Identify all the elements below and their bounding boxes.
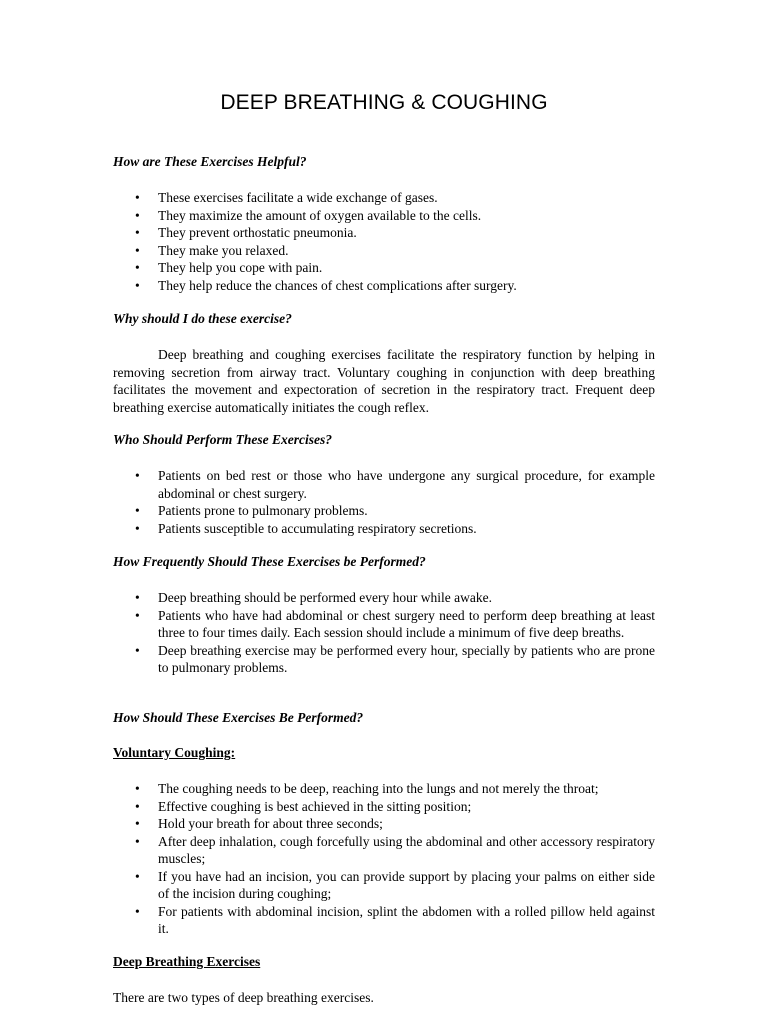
list-item: • They help you cope with pain. (113, 259, 655, 277)
breathing-paragraph: There are two types of deep breathing exercises. (113, 990, 374, 1005)
list-item: • Patients who have had abdominal or chest surgery need to perform deep breathing at least three to four times daily. Each session should include a minimum of five deep breaths. (113, 607, 655, 642)
coughing-list (113, 780, 655, 938)
subsection-heading-breathing: Deep Breathing Exercises (113, 954, 261, 969)
who-list (113, 467, 655, 537)
list-item: • For patients with abdominal incision, splint the abdomen with a rolled pillow held against it. (113, 903, 655, 938)
list-item: • They maximize the amount of oxygen available to the cells. (113, 207, 655, 225)
list-item: • Deep breathing should be performed every hour while awake. (113, 589, 655, 607)
section-heading-helpful: How are These Exercises Helpful? (113, 154, 307, 169)
section-heading-why: Why should I do these exercise? (113, 311, 292, 326)
frequency-list (113, 589, 655, 677)
list-item: • Patients prone to pulmonary problems. (113, 502, 655, 520)
section-heading-how: How Should These Exercises Be Performed? (113, 710, 364, 725)
list-item: • Deep breathing exercise may be performed every hour, specially by patients who are prone to pulmonary problems. (113, 642, 655, 677)
subsection-heading-coughing: Voluntary Coughing: (113, 745, 236, 760)
list-item: • The coughing needs to be deep, reaching into the lungs and not merely the throat; (113, 780, 655, 798)
why-paragraph: Deep breathing and coughing exercises facilitate the respiratory function by helping in removing secretion from airway tract. Voluntary coughing in conjunction with deep breathing facilitates the movement and expectoration of secretion in the respiratory tract. Frequent deep breathing exercise automatically initiates the cough reflex. (113, 347, 655, 415)
section-heading-who: Who Should Perform These Exercises? (113, 432, 333, 447)
list-item: • Patients on bed rest or those who have undergone any surgical procedure, for example abdominal or chest surgery. (113, 467, 655, 502)
helpful-list (113, 189, 655, 294)
list-item: • If you have had an incision, you can provide support by placing your palms on either side of the incision during coughing; (113, 868, 655, 903)
list-item: • Effective coughing is best achieved in the sitting position; (113, 798, 655, 816)
list-item: • They help reduce the chances of chest complications after surgery. (113, 277, 655, 295)
list-item: • They prevent orthostatic pneumonia. (113, 224, 655, 242)
list-item: • Hold your breath for about three seconds; (113, 815, 655, 833)
document-title: DEEP BREATHING & COUGHING (220, 91, 548, 114)
section-heading-frequency: How Frequently Should These Exercises be Performed? (113, 554, 426, 569)
list-item: • After deep inhalation, cough forcefully using the abdominal and other accessory respiratory muscles; (113, 833, 655, 868)
list-item: • These exercises facilitate a wide exchange of gases. (113, 189, 655, 207)
list-item: • They make you relaxed. (113, 242, 655, 260)
list-item: • Patients susceptible to accumulating respiratory secretions. (113, 520, 655, 538)
